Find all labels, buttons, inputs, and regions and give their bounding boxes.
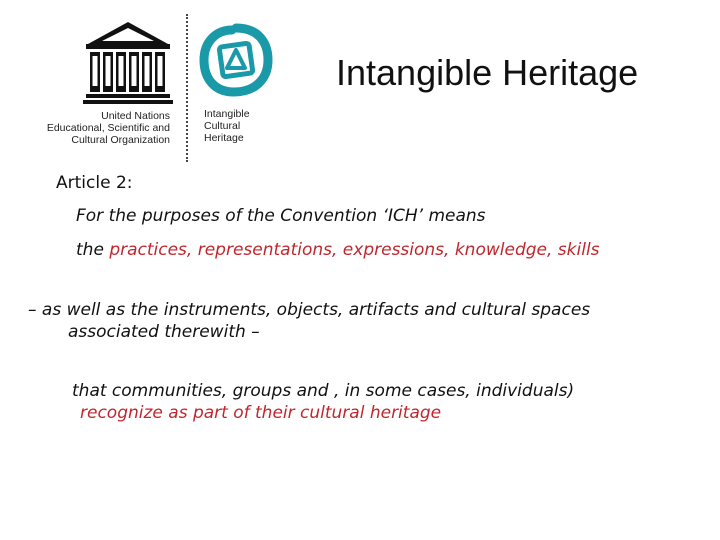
ich-caption-line: Intangible: [204, 108, 250, 120]
article-line: that communities, groups and , in some cases, individuals): [72, 381, 575, 401]
article-line: – as well as the instruments, objects, artifacts and cultural spaces: [28, 300, 591, 320]
slide-title: Intangible Heritage: [336, 52, 639, 93]
unesco-logo: [30, 10, 180, 150]
article-line: [76, 239, 600, 261]
article-label: Article 2:: [56, 173, 133, 193]
ich-logo: [196, 22, 286, 152]
logo-divider: [186, 14, 188, 162]
ich-caption: [204, 108, 250, 144]
ich-caption-line: Cultural: [204, 120, 241, 132]
highlighted-text: practices, representations, expressions, knowledge, skills: [109, 240, 600, 260]
unesco-caption: [30, 110, 170, 146]
article-line: associated therewith –: [68, 322, 260, 342]
ich-caption-line: Heritage: [204, 132, 244, 144]
unesco-temple-icon: [82, 16, 174, 108]
article-line: For the purposes of the Convention ‘ICH’ means: [76, 206, 486, 226]
article-line-prefix: the: [76, 240, 110, 260]
ich-emblem-icon: [198, 22, 274, 98]
unesco-caption-line: Educational, Scientific and: [46, 122, 170, 134]
unesco-caption-line: United Nations: [101, 110, 170, 122]
highlighted-text: recognize as part of their cultural heritage: [80, 403, 442, 423]
unesco-caption-line: Cultural Organization: [71, 134, 170, 146]
